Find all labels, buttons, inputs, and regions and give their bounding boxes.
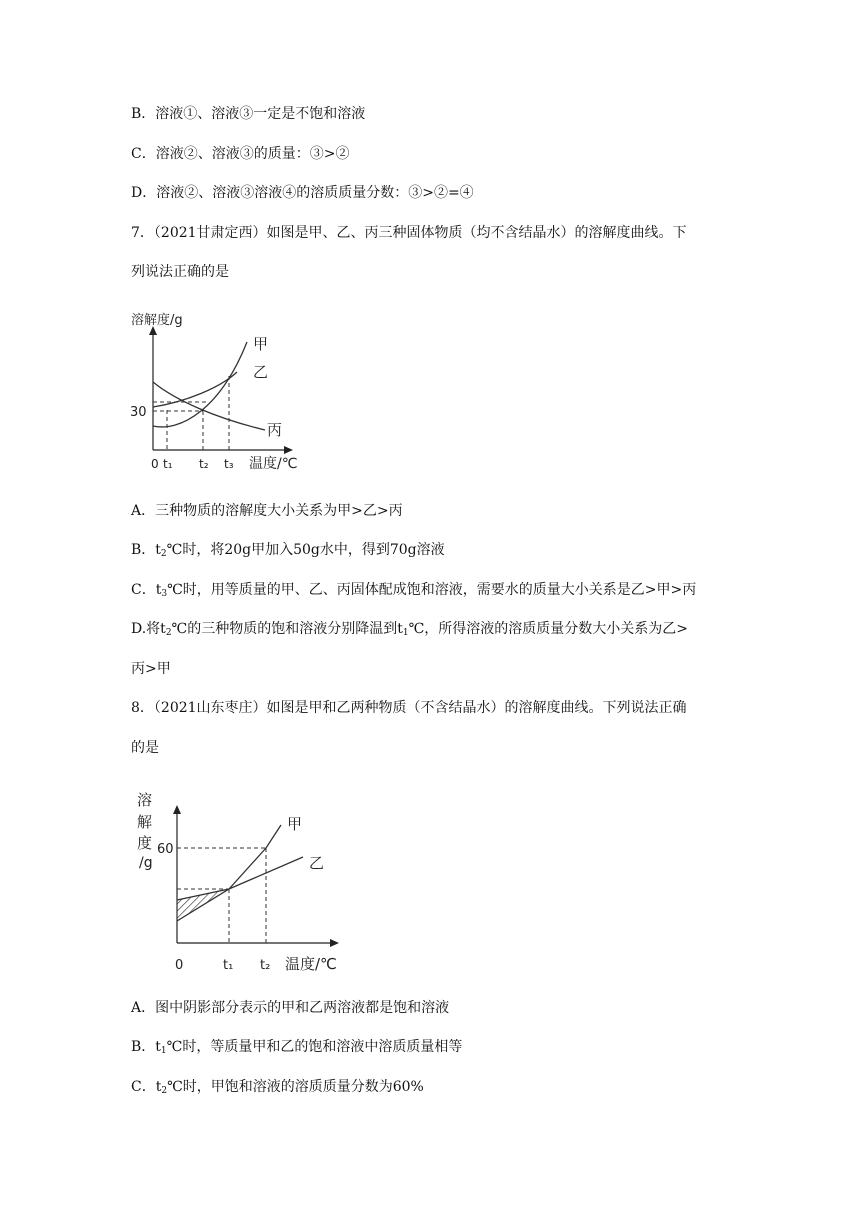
option-6b: B．溶液①、溶液③一定是不饱和溶液	[131, 106, 366, 122]
option-7b: B．$t_2℃$时，将20g甲加入50g水中，得到70g溶液	[131, 542, 445, 559]
question-7-stem-cont: 列说法正确的是	[131, 264, 229, 280]
x-tick-t3: t₃	[224, 457, 234, 471]
legend-yi: 乙	[253, 363, 269, 381]
option-8a: A．图中阴影部分表示的甲和乙两溶液都是饱和溶液	[131, 1000, 450, 1016]
y-axis-label: 溶解度/g	[131, 313, 183, 328]
option-6c: C．溶液②、溶液③的质量：③>②	[131, 146, 350, 162]
curve-bing	[153, 382, 265, 430]
option-8b: B．$t_1℃$时，等质量甲和乙的饱和溶液中溶质质量相等	[131, 1039, 463, 1056]
option-6d: D．溶液②、溶液③溶液④的溶质质量分数：③>②=④	[131, 185, 474, 201]
x-axis-label: 温度/℃	[249, 456, 298, 472]
question-8-stem: 8．（2021山东枣庄）如图是甲和乙两种物质（不含结晶水）的溶解度曲线。下列说法正确	[131, 700, 687, 716]
legend-jia: 甲	[287, 815, 303, 833]
y-axis-label-4: /g	[139, 855, 153, 871]
x-tick-t2: t₂	[260, 958, 271, 973]
option-7d-cont: 丙>甲	[131, 661, 171, 677]
y-axis-label-3: 度	[137, 834, 153, 852]
question-7-stem: 7．（2021甘肃定西）如图是甲、乙、丙三种固体物质（均不含结晶水）的溶解度曲线。下	[131, 225, 687, 241]
x-tick-0: 0	[175, 958, 184, 973]
x-tick-t1: t₁	[223, 958, 234, 973]
solubility-chart-q7	[125, 300, 325, 480]
curve-yi	[177, 857, 303, 900]
solubility-chart-q8	[135, 783, 350, 978]
curve-jia	[153, 342, 247, 427]
x-tick-t2: t₂	[199, 457, 209, 471]
option-7a: A．三种物质的溶解度大小关系为甲>乙>丙	[131, 503, 403, 519]
y-tick-60: 60	[157, 842, 174, 857]
x-tick-t1: t₁	[163, 457, 173, 471]
option-7c: C．$t_3℃$时，用等质量的甲、乙、丙固体配成饱和溶液，需要水的质量大小关系是乙>甲>丙	[131, 582, 697, 599]
legend-yi: 乙	[309, 854, 325, 872]
x-axis-label: 温度/℃	[285, 955, 337, 973]
question-8-stem-cont: 的是	[131, 740, 159, 756]
x-tick-0: 0	[151, 457, 159, 471]
y-axis-label-1: 溶	[137, 791, 153, 809]
option-7d: D.将$t_2℃$的三种物质的饱和溶液分别降温到$t_1℃$，所得溶液的溶质质量分数大小关系为乙>	[131, 621, 688, 638]
option-8c: C．$t_2℃$时，甲饱和溶液的溶质质量分数为60%	[131, 1079, 424, 1096]
legend-jia: 甲	[253, 335, 269, 353]
legend-bing: 丙	[267, 421, 283, 439]
y-axis-label-2: 解	[137, 813, 153, 831]
y-tick-30: 30	[130, 405, 147, 420]
